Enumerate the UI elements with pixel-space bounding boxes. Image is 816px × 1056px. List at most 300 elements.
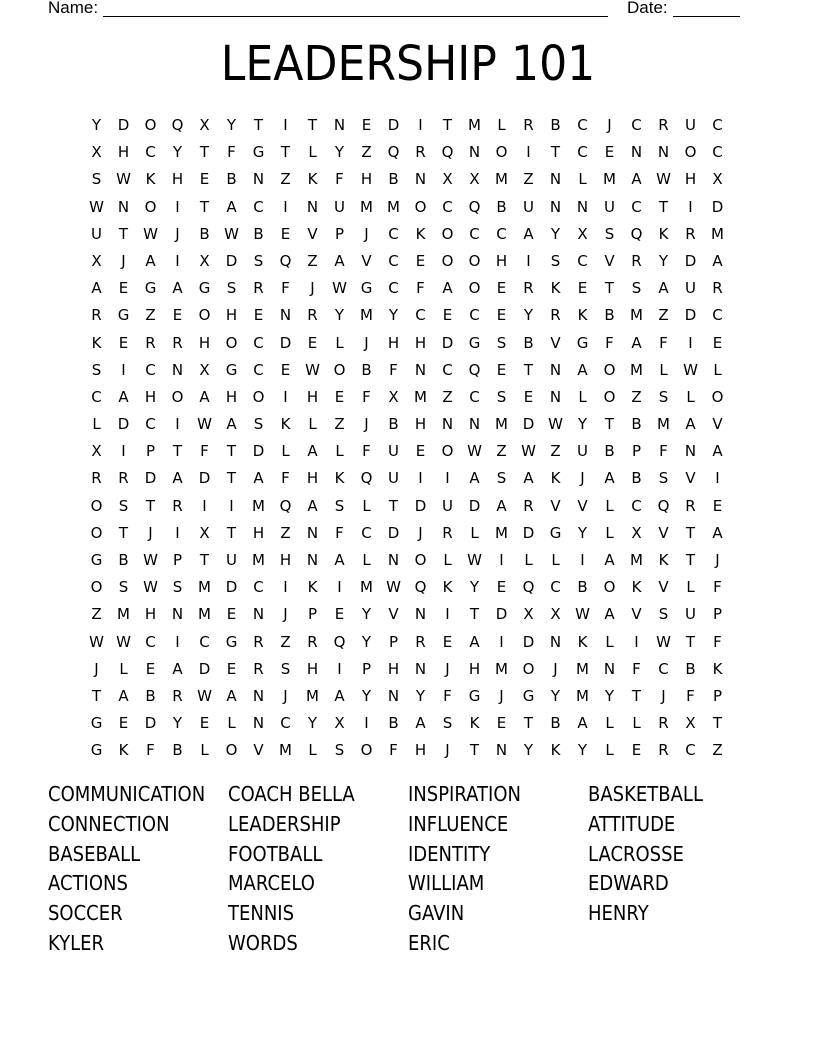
grid-letter[interactable]: C [658,659,669,678]
grid-letter[interactable]: I [121,360,126,379]
grid-letter[interactable]: B [577,578,588,597]
grid-letter[interactable]: T [226,523,237,542]
grid-letter[interactable]: I [229,496,234,515]
grid-letter[interactable]: Y [172,714,183,733]
grid-letter[interactable]: F [686,686,695,705]
grid-letter[interactable]: Q [333,632,346,651]
grid-letter[interactable]: D [117,116,130,134]
grid-letter[interactable]: A [712,251,723,270]
grid-letter[interactable]: M [306,686,319,705]
grid-letter[interactable]: L [335,442,344,461]
grid-letter[interactable]: F [659,442,668,461]
grid-letter[interactable]: S [118,496,129,515]
grid-letter[interactable]: Y [523,741,534,760]
grid-letter[interactable]: A [118,686,129,705]
grid-letter[interactable]: T [118,523,129,542]
grid-letter[interactable]: A [712,523,723,542]
grid-letter[interactable]: Q [279,496,292,515]
grid-letter[interactable]: K [118,741,129,760]
grid-letter[interactable]: Y [604,686,615,705]
grid-letter[interactable]: B [226,170,237,189]
grid-letter[interactable]: D [387,116,400,134]
grid-letter[interactable]: G [576,333,589,352]
grid-letter[interactable]: S [604,224,615,243]
grid-letter[interactable]: C [442,197,453,216]
grid-letter[interactable]: Y [334,306,345,325]
grid-letter[interactable]: R [523,116,534,134]
grid-letter[interactable]: K [307,578,318,597]
grid-letter[interactable]: W [386,578,401,597]
grid-letter[interactable]: T [280,143,291,162]
grid-letter[interactable]: Q [522,578,535,597]
grid-letter[interactable]: V [658,578,669,597]
grid-letter[interactable]: R [307,632,318,651]
grid-letter[interactable]: U [226,551,237,569]
grid-letter[interactable]: N [117,197,130,216]
grid-letter[interactable]: X [388,387,399,406]
grid-letter[interactable]: L [497,116,506,134]
grid-letter[interactable]: F [281,469,290,488]
grid-letter[interactable]: T [685,523,696,542]
grid-letter[interactable]: X [199,360,210,379]
grid-letter[interactable]: R [253,659,264,678]
grid-letter[interactable]: A [631,333,642,352]
grid-letter[interactable]: X [442,170,453,189]
grid-letter[interactable]: J [445,741,450,760]
grid-letter[interactable]: A [523,224,534,243]
grid-letter[interactable]: L [335,333,344,352]
grid-letter[interactable]: M [576,659,589,678]
grid-letter[interactable]: J [364,333,369,352]
grid-letter[interactable]: J [148,523,153,542]
grid-letter[interactable]: U [577,442,588,461]
grid-letter[interactable]: B [604,306,615,325]
grid-letter[interactable]: E [361,116,372,134]
grid-letter[interactable]: M [630,306,643,325]
grid-letter[interactable]: N [684,442,697,461]
grid-letter[interactable]: A [469,469,480,488]
grid-letter[interactable]: N [306,551,319,569]
grid-letter[interactable]: W [467,551,482,569]
grid-letter[interactable]: Y [172,143,183,162]
grid-letter[interactable]: S [550,251,561,270]
grid-letter[interactable]: A [145,251,156,270]
grid-letter[interactable]: L [632,714,641,733]
grid-letter[interactable]: E [712,496,723,515]
grid-letter[interactable]: Z [334,415,345,434]
grid-letter[interactable]: H [117,143,130,162]
grid-letter[interactable]: E [442,306,453,325]
grid-letter[interactable]: T [199,197,210,216]
grid-letter[interactable]: L [308,143,317,162]
grid-letter[interactable]: S [496,387,507,406]
grid-letter[interactable]: Q [387,143,400,162]
grid-letter[interactable]: E [712,333,723,352]
grid-letter[interactable]: T [685,551,696,569]
grid-letter[interactable]: S [631,279,642,298]
grid-letter[interactable]: M [657,415,670,434]
grid-letter[interactable]: L [470,523,479,542]
grid-letter[interactable]: C [145,632,156,651]
grid-letter[interactable]: W [143,551,158,569]
grid-letter[interactable]: M [252,551,265,569]
grid-letter[interactable]: C [577,116,588,134]
grid-letter[interactable]: A [577,360,588,379]
grid-letter[interactable]: P [631,442,642,461]
grid-letter[interactable]: S [658,469,669,488]
grid-letter[interactable]: O [414,551,427,569]
grid-letter[interactable]: N [549,360,562,379]
grid-letter[interactable]: D [279,333,292,352]
grid-letter[interactable]: D [522,632,535,651]
grid-letter[interactable]: E [280,224,291,243]
grid-letter[interactable]: X [577,224,588,243]
grid-letter[interactable]: L [578,170,587,189]
grid-letter[interactable]: M [279,741,292,760]
grid-letter[interactable]: P [388,632,399,651]
grid-letter[interactable]: F [443,686,452,705]
grid-letter[interactable]: Q [414,578,427,597]
grid-letter[interactable]: N [252,686,265,705]
grid-letter[interactable]: L [713,360,722,379]
name-field[interactable] [103,16,608,17]
grid-letter[interactable]: E [307,333,318,352]
grid-letter[interactable]: I [499,551,504,569]
grid-letter[interactable]: S [91,360,102,379]
grid-letter[interactable]: P [712,686,723,705]
grid-letter[interactable]: N [306,197,319,216]
grid-letter[interactable]: A [523,469,534,488]
grid-letter[interactable]: L [200,741,209,760]
grid-letter[interactable]: Q [657,496,670,515]
grid-letter[interactable]: T [199,143,210,162]
grid-letter[interactable]: Z [442,387,453,406]
grid-letter[interactable]: D [522,523,535,542]
grid-letter[interactable]: N [603,659,616,678]
grid-letter[interactable]: H [144,605,157,624]
grid-letter[interactable]: F [632,659,641,678]
grid-letter[interactable]: T [523,360,534,379]
grid-letter[interactable]: D [684,251,697,270]
grid-letter[interactable]: H [225,306,238,325]
grid-letter[interactable]: V [388,605,399,624]
grid-letter[interactable]: O [225,333,238,352]
grid-letter[interactable]: K [577,632,588,651]
grid-letter[interactable]: J [364,415,369,434]
grid-letter[interactable]: W [683,360,698,379]
grid-letter[interactable]: G [225,632,238,651]
grid-letter[interactable]: L [92,415,101,434]
grid-letter[interactable]: C [415,306,426,325]
grid-letter[interactable]: B [685,659,696,678]
grid-letter[interactable]: W [89,197,104,216]
grid-letter[interactable]: B [199,224,210,243]
grid-letter[interactable]: I [634,632,639,651]
grid-letter[interactable]: N [630,143,643,162]
grid-letter[interactable]: Q [441,143,454,162]
grid-letter[interactable]: C [361,523,372,542]
grid-letter[interactable]: Y [577,741,588,760]
grid-letter[interactable]: L [686,387,695,406]
grid-letter[interactable]: D [414,496,427,515]
grid-letter[interactable]: K [280,415,291,434]
grid-letter[interactable]: G [144,279,157,298]
grid-letter[interactable]: N [549,387,562,406]
grid-letter[interactable]: M [387,197,400,216]
grid-letter[interactable]: M [495,659,508,678]
grid-letter[interactable]: B [388,170,399,189]
grid-letter[interactable]: Y [577,523,588,542]
grid-letter[interactable]: U [685,605,696,624]
grid-letter[interactable]: X [550,605,561,624]
grid-letter[interactable]: N [387,551,400,569]
grid-letter[interactable]: Y [307,714,318,733]
grid-letter[interactable]: C [550,578,561,597]
grid-letter[interactable]: C [712,116,723,134]
grid-letter[interactable]: I [175,197,180,216]
grid-letter[interactable]: T [550,143,561,162]
grid-letter[interactable]: A [118,387,129,406]
grid-letter[interactable]: I [337,659,342,678]
grid-letter[interactable]: N [576,197,589,216]
grid-letter[interactable]: R [658,714,669,733]
grid-letter[interactable]: M [603,170,616,189]
grid-letter[interactable]: P [307,605,318,624]
grid-letter[interactable]: E [496,360,507,379]
grid-letter[interactable]: E [604,143,615,162]
grid-letter[interactable]: X [523,605,534,624]
grid-letter[interactable]: E [199,170,210,189]
grid-letter[interactable]: U [91,224,102,243]
grid-letter[interactable]: Q [279,251,292,270]
grid-letter[interactable]: H [252,523,265,542]
grid-letter[interactable]: A [307,442,318,461]
grid-letter[interactable]: J [553,659,558,678]
grid-letter[interactable]: L [524,551,533,569]
grid-letter[interactable]: N [549,197,562,216]
grid-letter[interactable]: N [252,714,265,733]
grid-letter[interactable]: F [146,741,155,760]
grid-letter[interactable]: T [118,224,129,243]
grid-letter[interactable]: R [658,741,669,760]
grid-letter[interactable]: S [658,387,669,406]
grid-letter[interactable]: L [659,360,668,379]
grid-letter[interactable]: I [580,551,585,569]
grid-letter[interactable]: C [631,197,642,216]
grid-letter[interactable]: M [252,496,265,515]
grid-letter[interactable]: G [225,360,238,379]
grid-letter[interactable]: W [656,170,671,189]
grid-letter[interactable]: D [252,442,265,461]
grid-letter[interactable]: P [172,551,183,569]
grid-letter[interactable]: E [118,714,129,733]
grid-letter[interactable]: Z [496,442,507,461]
grid-letter[interactable]: R [550,306,561,325]
grid-letter[interactable]: N [171,605,184,624]
grid-letter[interactable]: M [495,170,508,189]
grid-letter[interactable]: F [713,578,722,597]
grid-letter[interactable]: C [577,251,588,270]
grid-letter[interactable]: D [468,496,481,515]
grid-letter[interactable]: C [631,496,642,515]
grid-letter[interactable]: G [198,279,211,298]
grid-letter[interactable]: B [550,116,561,134]
grid-letter[interactable]: D [144,469,157,488]
grid-letter[interactable]: O [90,523,103,542]
grid-letter[interactable]: H [198,333,211,352]
grid-letter[interactable]: Y [334,143,345,162]
grid-letter[interactable]: Y [361,605,372,624]
grid-letter[interactable]: D [711,197,724,216]
grid-letter[interactable]: O [333,360,346,379]
grid-letter[interactable]: W [521,442,536,461]
grid-letter[interactable]: N [387,686,400,705]
grid-letter[interactable]: T [226,442,237,461]
grid-letter[interactable]: O [603,387,616,406]
grid-letter[interactable]: S [226,279,237,298]
grid-letter[interactable]: I [688,333,693,352]
grid-letter[interactable]: K [91,333,102,352]
grid-letter[interactable]: Y [388,306,399,325]
grid-letter[interactable]: O [144,116,157,134]
grid-letter[interactable]: Z [91,605,102,624]
grid-letter[interactable]: T [307,116,318,134]
grid-letter[interactable]: B [172,741,183,760]
grid-letter[interactable]: A [334,686,345,705]
grid-letter[interactable]: G [360,279,373,298]
grid-letter[interactable]: M [360,197,373,216]
grid-letter[interactable]: C [712,143,723,162]
grid-letter[interactable]: V [307,224,318,243]
grid-letter[interactable]: I [715,469,720,488]
grid-letter[interactable]: H [306,469,319,488]
grid-letter[interactable]: C [469,224,480,243]
grid-letter[interactable]: C [145,415,156,434]
grid-letter[interactable]: U [604,197,615,216]
grid-letter[interactable]: H [225,387,238,406]
grid-letter[interactable]: O [711,387,724,406]
grid-letter[interactable]: T [469,605,480,624]
grid-letter[interactable]: S [334,741,345,760]
grid-letter[interactable]: S [496,333,507,352]
grid-letter[interactable]: H [414,741,427,760]
grid-letter[interactable]: F [362,387,371,406]
grid-letter[interactable]: Y [577,415,588,434]
grid-letter[interactable]: C [685,741,696,760]
grid-letter[interactable]: N [252,605,265,624]
grid-letter[interactable]: I [175,251,180,270]
grid-letter[interactable]: E [415,251,426,270]
grid-letter[interactable]: P [712,605,723,624]
grid-letter[interactable]: U [685,116,696,134]
grid-letter[interactable]: Y [226,116,237,134]
grid-letter[interactable]: R [631,251,642,270]
grid-letter[interactable]: B [145,686,156,705]
grid-letter[interactable]: H [468,659,481,678]
grid-letter[interactable]: Q [360,469,373,488]
grid-letter[interactable]: O [171,387,184,406]
grid-letter[interactable]: A [226,197,237,216]
grid-letter[interactable]: L [227,714,236,733]
grid-letter[interactable]: R [523,279,534,298]
grid-letter[interactable]: B [631,415,642,434]
grid-letter[interactable]: G [549,523,562,542]
grid-letter[interactable]: C [496,224,507,243]
grid-letter[interactable]: H [414,333,427,352]
grid-letter[interactable]: K [415,224,426,243]
grid-letter[interactable]: X [469,170,480,189]
grid-letter[interactable]: V [604,251,615,270]
grid-letter[interactable]: Q [171,116,184,134]
grid-letter[interactable]: S [118,578,129,597]
grid-letter[interactable]: L [578,387,587,406]
grid-letter[interactable]: N [549,632,562,651]
grid-letter[interactable]: A [253,469,264,488]
grid-letter[interactable]: I [175,415,180,434]
grid-letter[interactable]: E [145,659,156,678]
grid-letter[interactable]: V [658,523,669,542]
grid-letter[interactable]: N [306,523,319,542]
grid-letter[interactable]: O [603,360,616,379]
grid-letter[interactable]: W [332,279,347,298]
grid-letter[interactable]: P [145,442,156,461]
grid-letter[interactable]: S [496,469,507,488]
grid-letter[interactable]: E [199,714,210,733]
grid-letter[interactable]: W [197,686,212,705]
grid-letter[interactable]: R [91,469,102,488]
grid-letter[interactable]: Y [550,686,561,705]
grid-letter[interactable]: W [305,360,320,379]
grid-letter[interactable]: N [414,605,427,624]
grid-letter[interactable]: B [361,360,372,379]
grid-letter[interactable]: H [306,659,319,678]
grid-letter[interactable]: W [575,605,590,624]
grid-letter[interactable]: Z [658,306,669,325]
grid-letter[interactable]: I [526,143,531,162]
grid-letter[interactable]: E [442,632,453,651]
grid-letter[interactable]: I [445,469,450,488]
grid-letter[interactable]: A [631,170,642,189]
grid-letter[interactable]: R [307,306,318,325]
grid-letter[interactable]: O [144,197,157,216]
grid-letter[interactable]: F [713,632,722,651]
grid-letter[interactable]: A [334,251,345,270]
grid-letter[interactable]: O [495,143,508,162]
grid-letter[interactable]: F [389,360,398,379]
grid-letter[interactable]: M [495,523,508,542]
grid-letter[interactable]: Z [307,251,318,270]
grid-letter[interactable]: V [685,469,696,488]
grid-letter[interactable]: H [684,170,697,189]
grid-letter[interactable]: C [388,251,399,270]
grid-letter[interactable]: O [360,741,373,760]
grid-letter[interactable]: F [659,333,668,352]
grid-letter[interactable]: R [172,496,183,515]
grid-letter[interactable]: E [631,741,642,760]
grid-letter[interactable]: Z [550,442,561,461]
grid-letter[interactable]: K [631,578,642,597]
grid-letter[interactable]: S [253,415,264,434]
grid-letter[interactable]: H [495,251,508,270]
grid-letter[interactable]: Z [712,741,723,760]
grid-letter[interactable]: F [362,442,371,461]
grid-letter[interactable]: O [198,306,211,325]
grid-letter[interactable]: D [198,659,211,678]
grid-letter[interactable]: O [468,251,481,270]
grid-letter[interactable]: C [253,333,264,352]
grid-letter[interactable]: J [418,523,423,542]
grid-letter[interactable]: C [388,224,399,243]
